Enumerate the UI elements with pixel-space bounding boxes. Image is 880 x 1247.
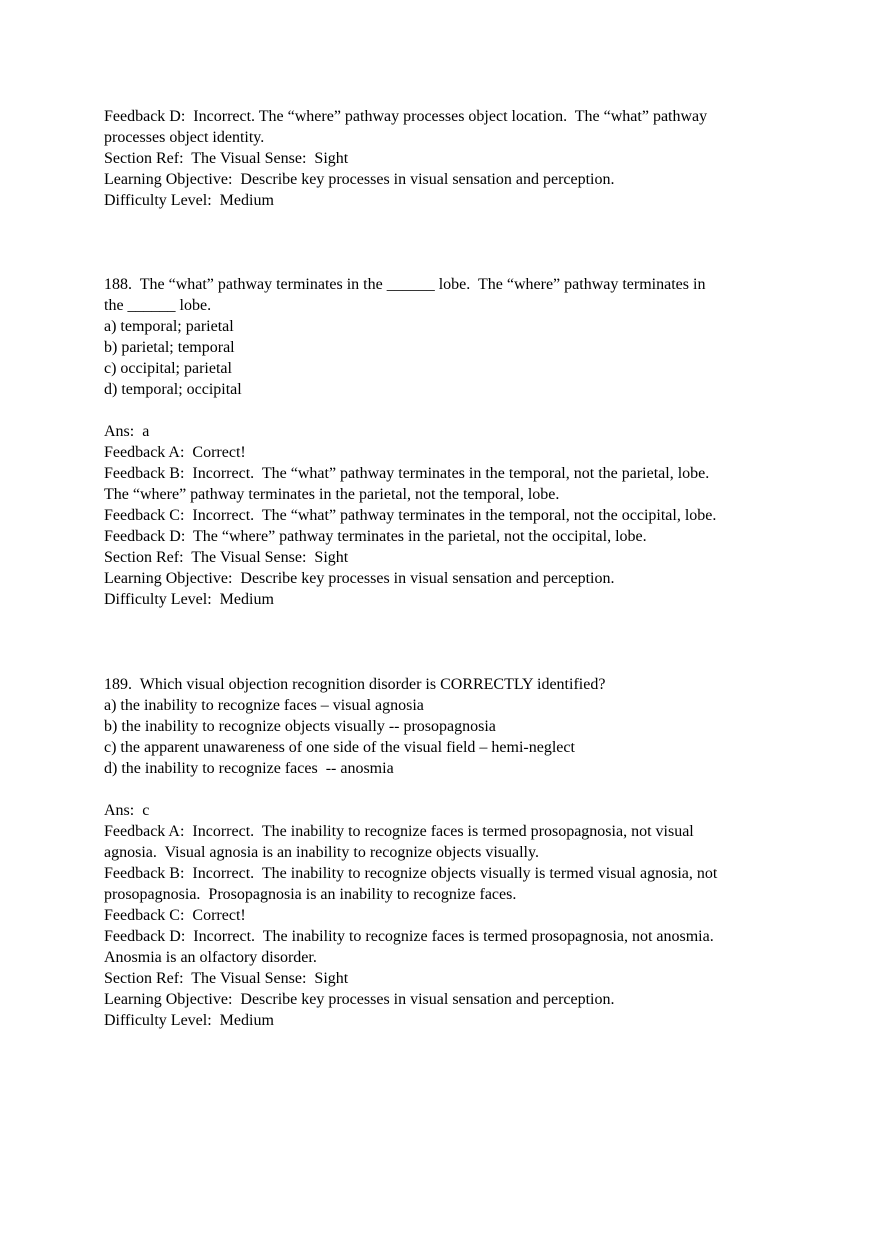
option-b: b) parietal; temporal <box>104 339 235 356</box>
difficulty-level: Difficulty Level: Medium <box>104 591 274 608</box>
answer: Ans: a <box>104 423 150 440</box>
feedback-a: Feedback A: Incorrect. The inability to recognize faces is termed prosopagnosia, not visual <box>104 823 694 840</box>
feedback-c: Feedback C: Correct! <box>104 907 246 924</box>
option-c: c) the apparent unawareness of one side of the visual field – hemi-neglect <box>104 739 575 756</box>
feedback-d: Feedback D: Incorrect. The inability to recognize faces is termed prosopagnosia, not anosmia. <box>104 928 714 945</box>
learning-objective: Learning Objective: Describe key processes in visual sensation and perception. <box>104 570 615 587</box>
section-ref: Section Ref: The Visual Sense: Sight <box>104 970 349 987</box>
feedback-b-cont: The “where” pathway terminates in the parietal, not the temporal, lobe. <box>104 486 560 503</box>
feedback-b: Feedback B: Incorrect. The “what” pathway terminates in the temporal, not the parietal, lobe. <box>104 465 710 482</box>
question-stem-cont: the ______ lobe. <box>104 297 212 314</box>
feedback-d-cont: processes object identity. <box>104 129 265 146</box>
answer: Ans: c <box>104 802 150 819</box>
option-a: a) temporal; parietal <box>104 318 234 335</box>
question-stem: 188. The “what” pathway terminates in the ______ lobe. The “where” pathway terminates in <box>104 276 706 293</box>
option-d: d) temporal; occipital <box>104 381 242 398</box>
feedback-a: Feedback A: Correct! <box>104 444 246 461</box>
option-a: a) the inability to recognize faces – visual agnosia <box>104 697 424 714</box>
difficulty-level: Difficulty Level: Medium <box>104 1012 274 1029</box>
section-ref: Section Ref: The Visual Sense: Sight <box>104 150 349 167</box>
learning-objective: Learning Objective: Describe key processes in visual sensation and perception. <box>104 991 615 1008</box>
feedback-b-cont: prosopagnosia. Prosopagnosia is an inability to recognize faces. <box>104 886 517 903</box>
feedback-d: Feedback D: Incorrect. The “where” pathway processes object location. The “what” pathway <box>104 108 708 125</box>
option-c: c) occipital; parietal <box>104 360 232 377</box>
difficulty-level: Difficulty Level: Medium <box>104 192 274 209</box>
feedback-a-cont: agnosia. Visual agnosia is an inability to recognize objects visually. <box>104 844 539 861</box>
feedback-d: Feedback D: The “where” pathway terminates in the parietal, not the occipital, lobe. <box>104 528 647 545</box>
feedback-d-cont: Anosmia is an olfactory disorder. <box>104 949 317 966</box>
question-stem: 189. Which visual objection recognition disorder is CORRECTLY identified? <box>104 676 606 693</box>
feedback-b: Feedback B: Incorrect. The inability to recognize objects visually is termed visual agnosia, not <box>104 865 718 882</box>
section-ref: Section Ref: The Visual Sense: Sight <box>104 549 349 566</box>
option-d: d) the inability to recognize faces -- anosmia <box>104 760 394 777</box>
feedback-c: Feedback C: Incorrect. The “what” pathway terminates in the temporal, not the occipital, lobe. <box>104 507 717 524</box>
option-b: b) the inability to recognize objects visually -- prosopagnosia <box>104 718 496 735</box>
learning-objective: Learning Objective: Describe key processes in visual sensation and perception. <box>104 171 615 188</box>
